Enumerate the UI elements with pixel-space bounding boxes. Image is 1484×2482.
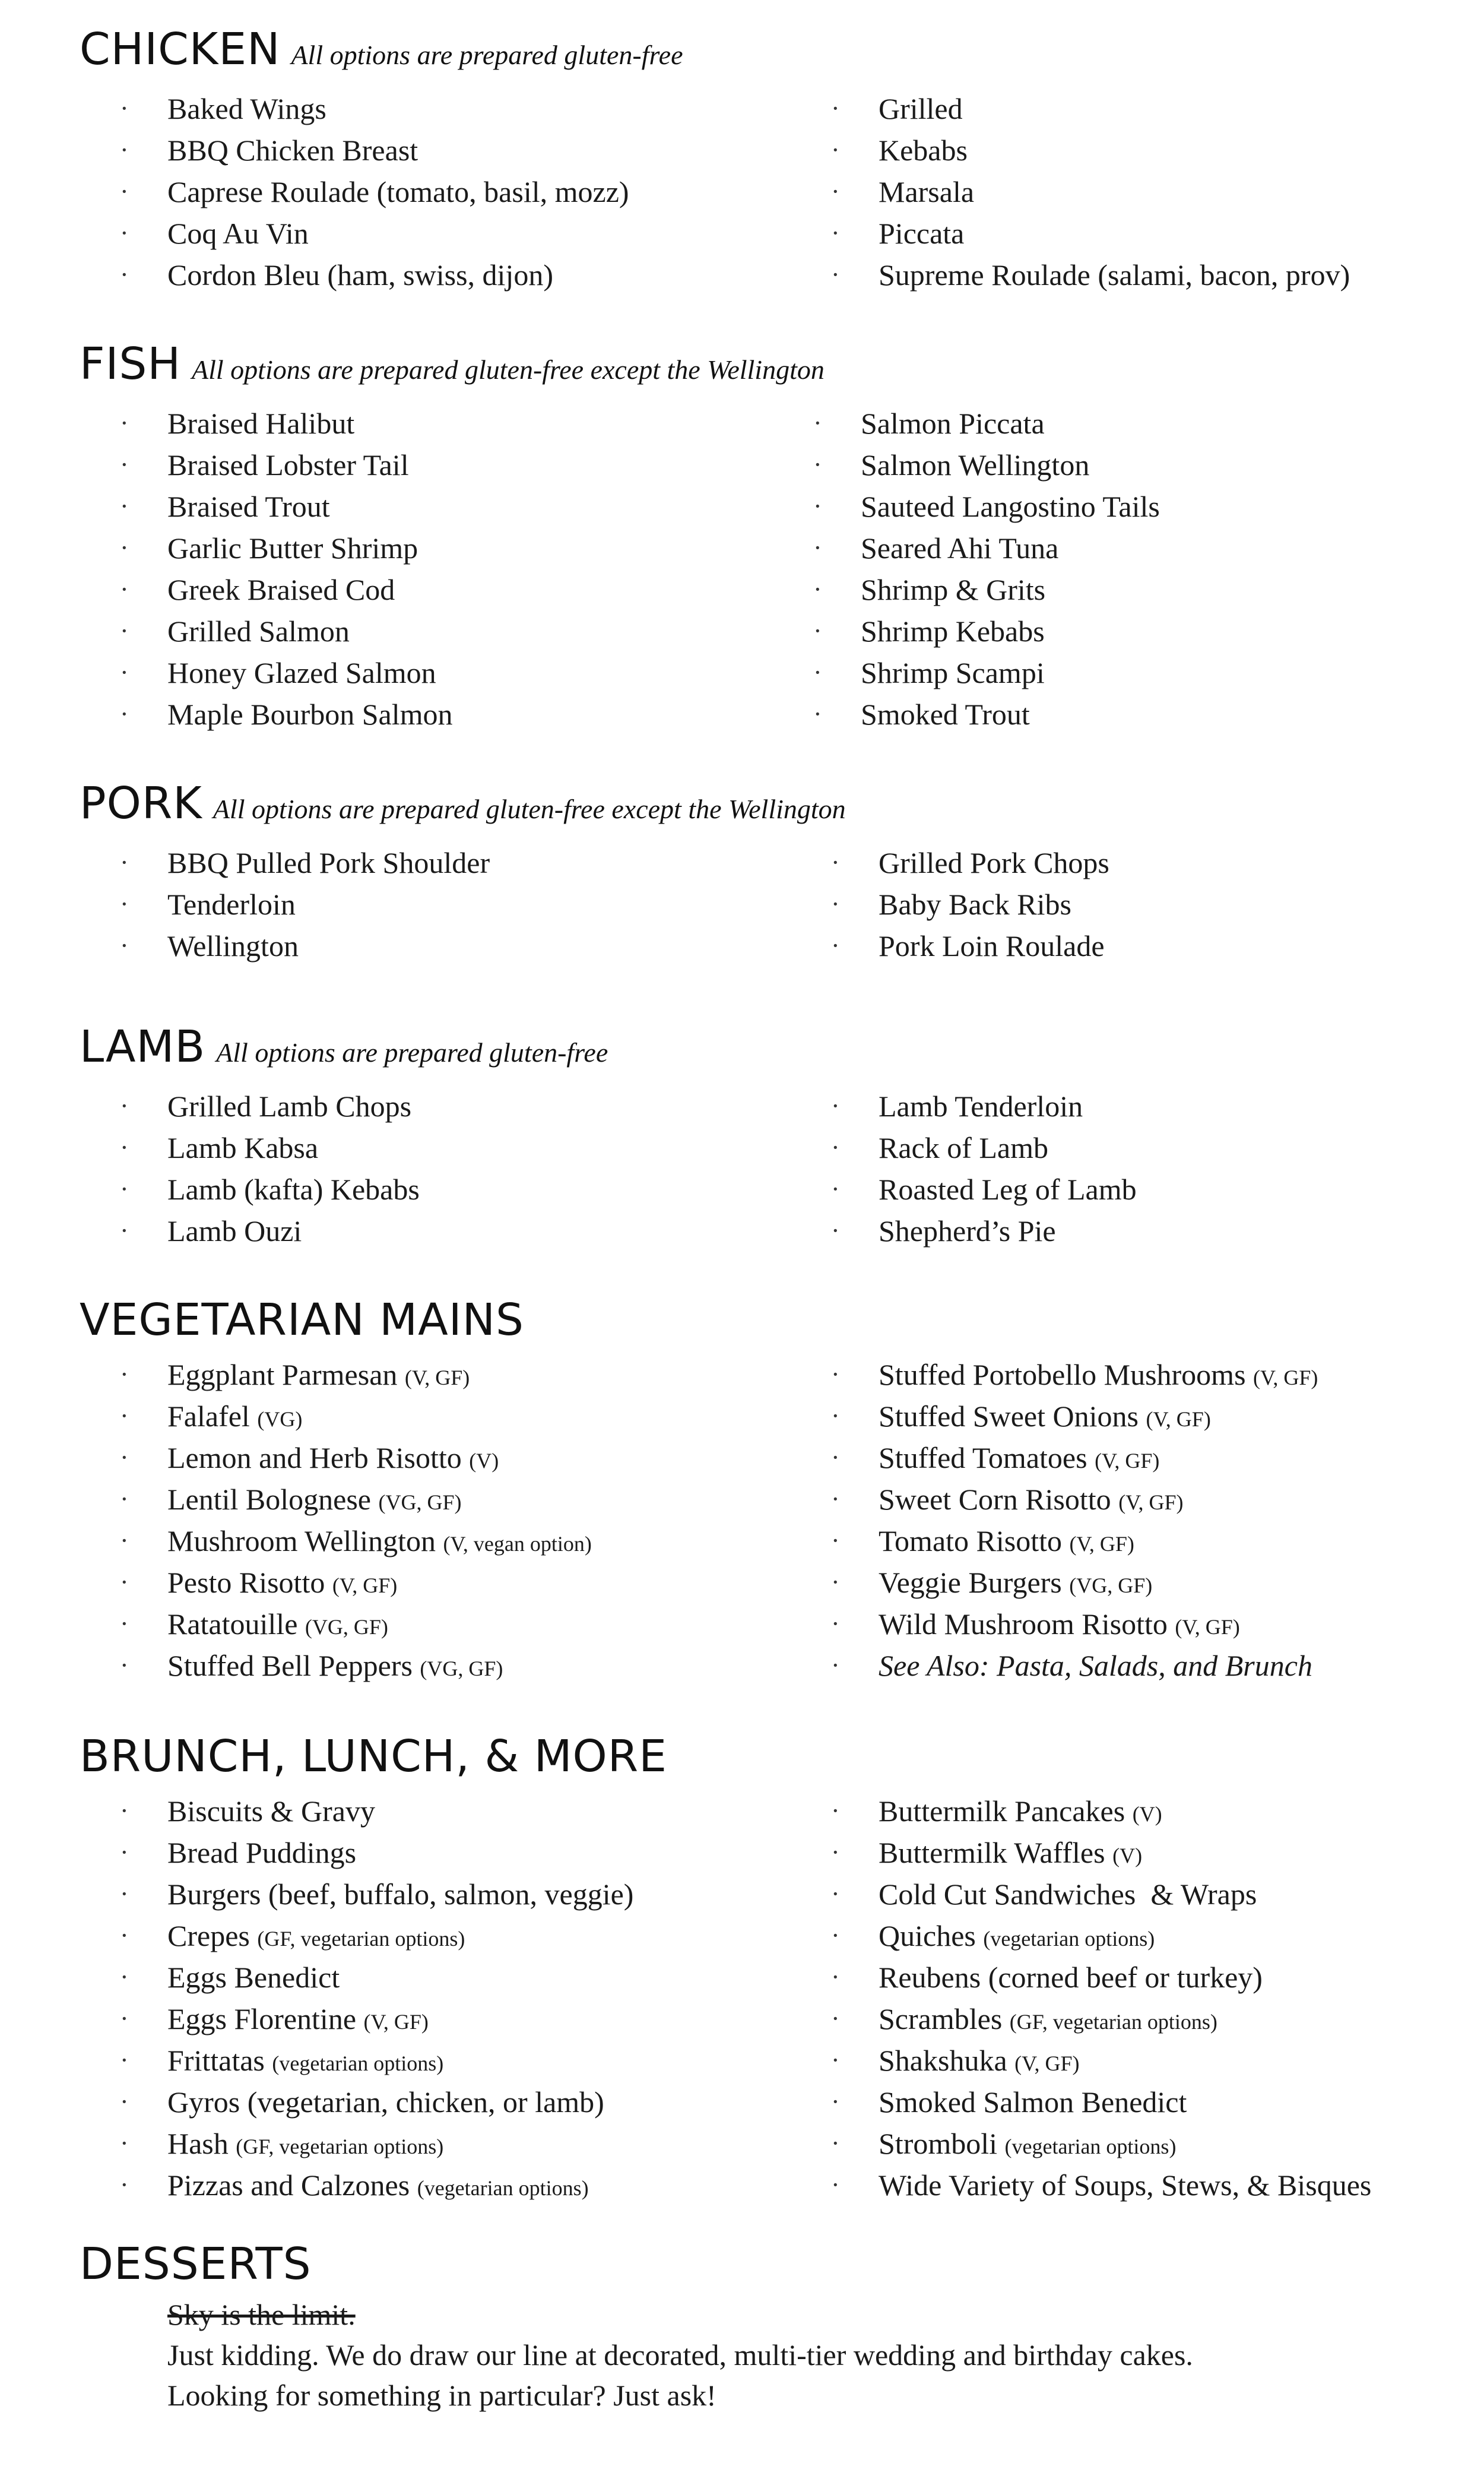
- item-text: Eggs Florentine: [167, 2002, 357, 2035]
- item-text: Burgers (beef, buffalo, salmon, veggie): [167, 1878, 634, 1911]
- bullet-icon: ·: [831, 2129, 840, 2158]
- bullet-icon: ·: [120, 1216, 129, 1245]
- item-text: Sauteed Langostino Tails: [861, 490, 1160, 523]
- item-text: Buttermilk Pancakes: [879, 1794, 1125, 1828]
- bullet-icon: ·: [813, 616, 822, 645]
- bullet-icon: ·: [831, 177, 840, 206]
- item-text: Pork Loin Roulade: [879, 929, 1105, 963]
- dessert-line: Looking for something in particular? Just ask!: [167, 2379, 716, 2412]
- item-text: Shakshuka: [879, 2044, 1007, 2077]
- item-text: Eggs Benedict: [167, 1961, 340, 1994]
- item-text: Piccata: [879, 217, 965, 250]
- item-text: Braised Trout: [167, 490, 330, 523]
- item-text: Greek Braised Cod: [167, 573, 395, 606]
- bullet-icon: ·: [831, 1921, 840, 1950]
- bullet-icon: ·: [120, 1796, 129, 1825]
- item-text: Stuffed Bell Peppers: [167, 1649, 413, 1682]
- dessert-line: Just kidding. We do draw our line at decorated, multi-tier wedding and birthday cakes.: [167, 2338, 1193, 2372]
- diet-tag: (GF, vegetarian options): [236, 2135, 444, 2158]
- section-heading: [80, 2239, 312, 2290]
- item-text: Garlic Butter Shrimp: [167, 531, 418, 565]
- diet-tag: (VG, GF): [378, 1490, 462, 1514]
- dessert-strikethrough-line: Sky is the limit.: [167, 2298, 356, 2331]
- diet-tag: (VG, GF): [420, 1657, 503, 1680]
- bullet-icon: ·: [120, 492, 129, 521]
- item-text: Scrambles: [879, 2002, 1003, 2035]
- bullet-icon: ·: [813, 658, 822, 687]
- item-text: Braised Halibut: [167, 407, 355, 440]
- bullet-icon: ·: [120, 1401, 129, 1430]
- item-text: Sweet Corn Risotto: [879, 1483, 1111, 1516]
- diet-tag: (V, GF): [404, 1366, 470, 1389]
- bullet-icon: ·: [120, 1651, 129, 1680]
- item-text: Tomato Risotto: [879, 1524, 1063, 1557]
- item-text: Coq Au Vin: [167, 217, 309, 250]
- section-heading: [80, 1294, 524, 1346]
- item-text: Supreme Roulade (salami, bacon, prov): [879, 258, 1350, 292]
- diet-tag: (vegetarian options): [417, 2176, 589, 2200]
- bullet-icon: ·: [831, 848, 840, 877]
- item-text: Cold Cut Sandwiches & Wraps: [879, 1878, 1257, 1911]
- item-text: Grilled Pork Chops: [879, 846, 1109, 879]
- item-text: Eggplant Parmesan: [167, 1358, 398, 1391]
- bullet-icon: ·: [831, 1443, 840, 1472]
- diet-tag: (V, GF): [1253, 1366, 1318, 1389]
- bullet-icon: ·: [831, 219, 840, 248]
- item-text: Frittatas: [167, 2044, 265, 2077]
- bullet-icon: ·: [831, 260, 840, 289]
- bullet-icon: ·: [120, 2129, 129, 2158]
- bullet-icon: ·: [120, 2170, 129, 2199]
- item-text: Lentil Bolognese: [167, 1483, 371, 1516]
- bullet-icon: ·: [831, 1174, 840, 1204]
- diet-tag: (vegetarian options): [1004, 2135, 1177, 2158]
- bullet-icon: ·: [120, 450, 129, 479]
- item-text: Veggie Burgers: [879, 1566, 1062, 1599]
- bullet-icon: ·: [831, 1133, 840, 1162]
- section-heading: [80, 778, 846, 829]
- bullet-icon: ·: [120, 135, 129, 164]
- bullet-icon: ·: [120, 2046, 129, 2075]
- section-title: PORK: [80, 778, 202, 829]
- diet-tag: (V, GF): [363, 2010, 429, 2034]
- item-text: Grilled Lamb Chops: [167, 1090, 412, 1123]
- item-text: Smoked Trout: [861, 698, 1030, 731]
- bullet-icon: ·: [120, 1609, 129, 1638]
- diet-tag: (V): [469, 1449, 499, 1473]
- diet-tag: (V, GF): [1118, 1490, 1184, 1514]
- item-text: Marsala: [879, 175, 975, 208]
- item-text: Wild Mushroom Risotto: [879, 1607, 1168, 1641]
- item-text: Biscuits & Gravy: [167, 1794, 375, 1828]
- bullet-icon: ·: [120, 1921, 129, 1950]
- item-text: Rack of Lamb: [879, 1131, 1049, 1164]
- item-text: Gyros (vegetarian, chicken, or lamb): [167, 2085, 604, 2119]
- bullet-icon: ·: [831, 1838, 840, 1867]
- diet-tag: (V): [1112, 1844, 1143, 1867]
- item-text: Salmon Piccata: [861, 407, 1045, 440]
- bullet-icon: ·: [831, 1360, 840, 1389]
- bullet-icon: ·: [120, 260, 129, 289]
- section-title: BRUNCH, LUNCH, & MORE: [80, 1731, 667, 1782]
- section-heading: [80, 1021, 608, 1072]
- bullet-icon: ·: [831, 1651, 840, 1680]
- diet-tag: (V, vegan option): [443, 1532, 592, 1556]
- bullet-icon: ·: [120, 889, 129, 919]
- item-text: Stuffed Tomatoes: [879, 1441, 1087, 1474]
- item-text: Ratatouille: [167, 1607, 298, 1641]
- item-text: Lamb Kabsa: [167, 1131, 319, 1164]
- bullet-icon: ·: [120, 1443, 129, 1472]
- bullet-icon: ·: [120, 1838, 129, 1867]
- diet-tag: (V, GF): [1014, 2052, 1080, 2075]
- diet-tag: (GF, vegetarian options): [1009, 2010, 1217, 2034]
- item-text: Stuffed Portobello Mushrooms: [879, 1358, 1246, 1391]
- bullet-icon: ·: [813, 699, 822, 729]
- section-title: VEGETARIAN MAINS: [80, 1294, 524, 1346]
- item-text: Hash: [167, 2127, 229, 2160]
- item-text: Buttermilk Waffles: [879, 1836, 1105, 1869]
- bullet-icon: ·: [831, 2087, 840, 2116]
- item-text: Stuffed Sweet Onions: [879, 1400, 1139, 1433]
- bullet-icon: ·: [120, 1360, 129, 1389]
- diet-tag: (VG, GF): [305, 1615, 388, 1639]
- bullet-icon: ·: [120, 658, 129, 687]
- item-text: Pesto Risotto: [167, 1566, 325, 1599]
- diet-tag: (vegetarian options): [983, 1927, 1155, 1951]
- bullet-icon: ·: [120, 616, 129, 645]
- item-text: Grilled Salmon: [167, 615, 350, 648]
- section-title: FISH: [80, 338, 182, 390]
- diet-tag: (vegetarian options): [272, 2052, 444, 2075]
- item-text: Falafel: [167, 1400, 250, 1433]
- bullet-icon: ·: [120, 575, 129, 604]
- bullet-icon: ·: [120, 219, 129, 248]
- bullet-icon: ·: [120, 1879, 129, 1908]
- item-text: Wide Variety of Soups, Stews, & Bisques: [879, 2168, 1372, 2202]
- bullet-icon: ·: [831, 1796, 840, 1825]
- bullet-icon: ·: [831, 135, 840, 164]
- section-note: All options are prepared gluten-free: [291, 40, 683, 70]
- item-text: Bread Puddings: [167, 1836, 357, 1869]
- item-text: Braised Lobster Tail: [167, 448, 409, 482]
- bullet-icon: ·: [120, 699, 129, 729]
- diet-tag: (GF, vegetarian options): [257, 1927, 465, 1951]
- item-text: Smoked Salmon Benedict: [879, 2085, 1187, 2119]
- bullet-icon: ·: [831, 94, 840, 123]
- item-text: Baby Back Ribs: [879, 888, 1071, 921]
- item-text: Maple Bourbon Salmon: [167, 698, 453, 731]
- bullet-icon: ·: [813, 492, 822, 521]
- bullet-icon: ·: [831, 931, 840, 960]
- diet-tag: (VG): [257, 1407, 303, 1431]
- bullet-icon: ·: [120, 1962, 129, 1992]
- bullet-icon: ·: [120, 848, 129, 877]
- item-text: Salmon Wellington: [861, 448, 1090, 482]
- item-text: Caprese Roulade (tomato, basil, mozz): [167, 175, 629, 208]
- bullet-icon: ·: [813, 575, 822, 604]
- section-note: All options are prepared gluten-free except the Wellington: [192, 354, 825, 385]
- bullet-icon: ·: [831, 1216, 840, 1245]
- item-text: Shrimp Scampi: [861, 656, 1045, 689]
- bullet-icon: ·: [120, 177, 129, 206]
- diet-tag: (V, GF): [1146, 1407, 1211, 1431]
- bullet-icon: ·: [831, 2170, 840, 2199]
- item-text: Baked Wings: [167, 92, 326, 125]
- bullet-icon: ·: [120, 409, 129, 438]
- item-text: Quiches: [879, 1919, 976, 1952]
- bullet-icon: ·: [120, 533, 129, 562]
- item-text: Shrimp Kebabs: [861, 615, 1045, 648]
- item-text: Wellington: [167, 929, 299, 963]
- item-text: Cordon Bleu (ham, swiss, dijon): [167, 258, 553, 292]
- item-text: Tenderloin: [167, 888, 296, 921]
- bullet-icon: ·: [120, 1133, 129, 1162]
- bullet-icon: ·: [813, 533, 822, 562]
- bullet-icon: ·: [831, 889, 840, 919]
- bullet-icon: ·: [831, 1484, 840, 1514]
- item-text: Lamb Tenderloin: [879, 1090, 1083, 1123]
- bullet-icon: ·: [813, 409, 822, 438]
- bullet-icon: ·: [831, 1401, 840, 1430]
- bullet-icon: ·: [831, 2004, 840, 2033]
- item-text: Reubens (corned beef or turkey): [879, 1961, 1263, 1994]
- item-text: Crepes: [167, 1919, 250, 1952]
- item-text: Stromboli: [879, 2127, 998, 2160]
- bullet-icon: ·: [120, 1174, 129, 1204]
- bullet-icon: ·: [831, 1879, 840, 1908]
- bullet-icon: ·: [120, 2004, 129, 2033]
- bullet-icon: ·: [813, 450, 822, 479]
- bullet-icon: ·: [831, 1091, 840, 1120]
- item-text: Lamb (kafta) Kebabs: [167, 1173, 420, 1206]
- bullet-icon: ·: [831, 2046, 840, 2075]
- item-text: Pizzas and Calzones: [167, 2168, 410, 2202]
- section-title: CHICKEN: [80, 24, 281, 75]
- section-title: LAMB: [80, 1021, 206, 1072]
- item-text: Honey Glazed Salmon: [167, 656, 436, 689]
- item-text: Lamb Ouzi: [167, 1214, 302, 1248]
- item-text: BBQ Chicken Breast: [167, 134, 418, 167]
- bullet-icon: ·: [120, 931, 129, 960]
- diet-tag: (VG, GF): [1069, 1574, 1153, 1597]
- item-text: Lemon and Herb Risotto: [167, 1441, 462, 1474]
- item-text: Shepherd’s Pie: [879, 1214, 1056, 1248]
- bullet-icon: ·: [831, 1526, 840, 1555]
- bullet-icon: ·: [831, 1568, 840, 1597]
- section-note: All options are prepared gluten-free: [216, 1037, 608, 1068]
- item-text: Roasted Leg of Lamb: [879, 1173, 1137, 1206]
- section-heading: [80, 338, 825, 390]
- item-text: Grilled: [879, 92, 963, 125]
- bullet-icon: ·: [831, 1962, 840, 1992]
- bullet-icon: ·: [120, 2087, 129, 2116]
- diet-tag: (V, GF): [1069, 1532, 1134, 1556]
- diet-tag: (V): [1132, 1802, 1162, 1826]
- section-heading: [80, 1731, 667, 1782]
- section-title: DESSERTS: [80, 2239, 312, 2290]
- item-text: Shrimp & Grits: [861, 573, 1046, 606]
- item-text: Seared Ahi Tuna: [861, 531, 1059, 565]
- section-heading: [80, 24, 683, 75]
- bullet-icon: ·: [120, 1568, 129, 1597]
- diet-tag: (V, GF): [1175, 1615, 1240, 1639]
- item-text: BBQ Pulled Pork Shoulder: [167, 846, 490, 879]
- diet-tag: (V, GF): [332, 1574, 398, 1597]
- section-note: All options are prepared gluten-free except the Wellington: [213, 794, 846, 824]
- diet-tag: (V, GF): [1095, 1449, 1160, 1473]
- see-also-text: See Also: Pasta, Salads, and Brunch: [879, 1649, 1312, 1682]
- bullet-icon: ·: [120, 1091, 129, 1120]
- bullet-icon: ·: [831, 1609, 840, 1638]
- item-text: Mushroom Wellington: [167, 1524, 436, 1557]
- item-text: Kebabs: [879, 134, 968, 167]
- bullet-icon: ·: [120, 1526, 129, 1555]
- bullet-icon: ·: [120, 94, 129, 123]
- bullet-icon: ·: [120, 1484, 129, 1514]
